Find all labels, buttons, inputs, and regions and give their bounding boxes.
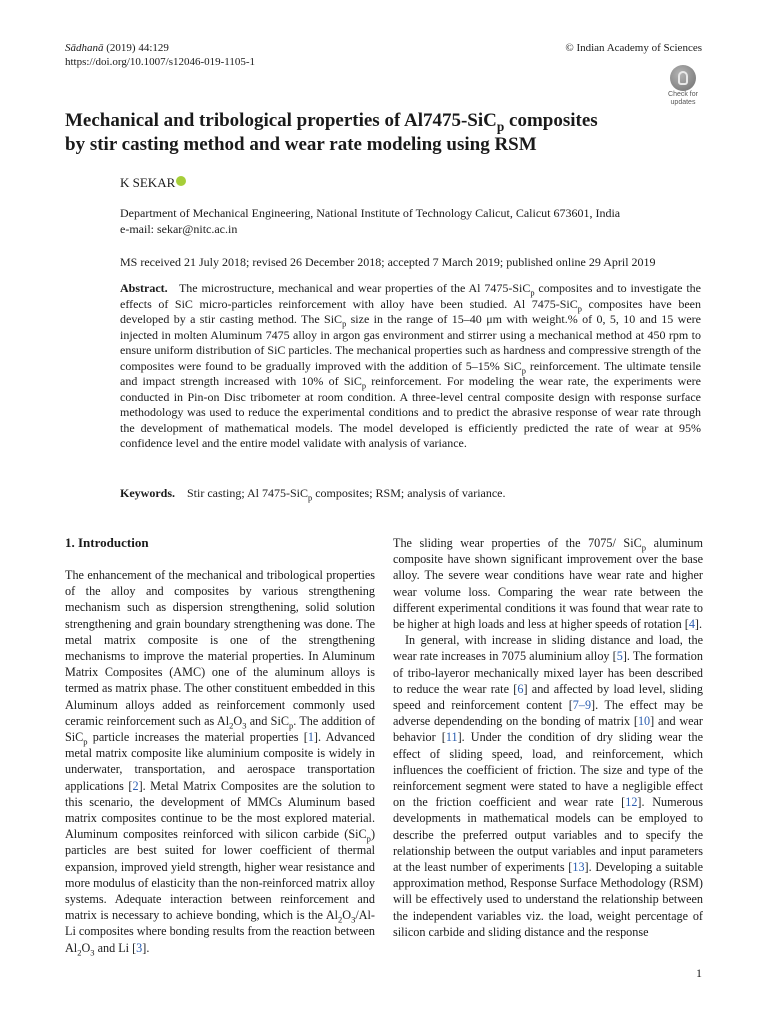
- citation-link[interactable]: 11: [445, 730, 458, 745]
- citation-link[interactable]: 10: [637, 714, 651, 729]
- right-paragraph-1: The sliding wear properties of the 7075/ SiC$_p$ aluminum composite have shown significant improvement over the base alloy. The severe wear conditions have wear rate and higher wear volume loss. Comparing the wear rate between the different experimental conditions it was found that wear rate to be higher at high loads and less at higher speeds of rotation [4].: [393, 536, 703, 632]
- right-paragraph-2: In general, with increase in sliding distance and load, the wear rate increases in 7075 aluminium alloy [5]. The formation of tribo-layeror mechanically mixed layer has been described to reduce the wear rate [6] and affected by load level, sliding speed and reinforcement content [7–9]. The effect may be adverse dependending on the bonding of matrix [10] and wear behavior [11]. Under the condition of dry sliding wear the effect of sliding speed, load, and reinforcement, which influences the coefficient of friction. The size and type of the reinforcement segment were stated to have a negligible effect on the friction coefficient and wear rate [12]. Numerous developments in mathematical models can be employed to describe the preferred output variables and to specify the relationship between the output variables and input parameters at the least number of experiments [13]. Developing a suitable approximation method, Response Surface Methodology (RSM) will be effectively used to understand the relationship between the independent variables viz. the load, weight percentage of silicon carbide and sliding distance and the response: [393, 633, 704, 939]
- section-heading-introduction: 1. Introduction: [65, 535, 149, 550]
- introduction-paragraph: The enhancement of the mechanical and tribological properties of the alloy and composites by various strengthening mechanism such as dispersion strengthening, solid solution strengthening and grain boundary strengthening was done. The metal matrix composite is one of the strengthening mechanisms to improve the material properties. In Aluminum Matrix Composites (AMC) one of the aluminum alloys is termed as matrix phase. The other constituent embedded in this Aluminum alloys added as reinforcement commonly used ceramic reinforcement such as $Al_2O_3$ and SiC$_p$. The addition of SiC$_p$ particle increases the material properties [1]. Advanced metal matrix composite like aluminium composite is widely in underwater, transportation, and aerospace transportation applications [2]. Metal Matrix Composites are the solution to this scenario, the development of MMCs Aluminum based matrix composites continue to be the most explored material. Aluminum composites reinforced with silicon carbide (SiC$_p$) particles are best suited for lower coefficient of thermal expansion, improved yield strength, higher wear resistance and more modulus of elasticity than the non-reinforced matrix alloy systems. Adequate interaction between reinforcement and matrix is necessary to achieve bonding, which is the $Al_2O_3/Al-Li$ composites where bonding results from the reaction between $Al_2O_3$ and Li [3].: [65, 568, 376, 958]
- citation-link[interactable]: 5: [616, 649, 623, 664]
- check-for-updates-badge[interactable]: [663, 65, 703, 105]
- received-dates: MS received 21 July 2018; revised 26 December 2018; accepted 7 March 2019; published online 29 April 2019: [120, 255, 656, 269]
- badge-line1: Check for: [668, 91, 698, 98]
- citation-link[interactable]: 6: [517, 681, 524, 696]
- citation-link[interactable]: 2: [132, 778, 139, 793]
- author-name: K SEKAR: [120, 175, 176, 190]
- citation-link[interactable]: 3: [136, 940, 143, 955]
- keywords: Keywords. Stir casting; Al 7475-SiC$_p$ composites; RSM; analysis of variance.: [120, 486, 506, 503]
- citation-link[interactable]: 13: [572, 860, 585, 875]
- citation-link[interactable]: 1: [307, 730, 314, 745]
- paper-title: Mechanical and tribological properties of Al7475-SiC$_p$ composites by stir casting method and wear rate modeling using RSM: [65, 110, 598, 155]
- citation-link[interactable]: 12: [625, 795, 638, 810]
- right-column: [393, 535, 703, 940]
- orcid-icon[interactable]: [176, 176, 186, 186]
- keywords-label: Keywords.: [120, 486, 175, 500]
- copyright: © Indian Academy of Sciences: [565, 42, 702, 54]
- abstract: Abstract. The microstructure, mechanical and wear properties of the Al 7475-SiC$_p$ composites and to investigate the effects of SiC micro-particles reinforcement with alloy have been studied. Al 7475-SiC$_p$ composites have been developed by a stir casting method. The SiC$_p$ size in the range of 15–40 μm with weight.% of 0, 5, 10 and 15 were injected in molten Aluminum 7475 alloy in argon gas environment and stirrer using a mechanical method at 450 rpm to ensure uniform distribution of SiC particles. The mechanical properties such as hardness and compressive strength of the composites were found to be gradually improved with the addition of 5–15% SiC$_p$ reinforcement. The ultimate tensile and impact strength increased with 10% of SiC$_p$ reinforcement. For modeling the wear rate, the experiments were conducted in Pin-on Disc tribometer at room condition. A three-level central composite design with response surface methodology was used to reduce the experimental conditions and to predict the abrasive response of wear rate through the development of mathematical models. The model developed is efficiently predicted the rate of wear at 95% confidence level and the entire model validate with analysis of variance.: [120, 281, 701, 450]
- introduction-column: [65, 567, 375, 956]
- affiliation: Department of Mechanical Engineering, National Institute of Technology Calicut, Calicut 673601, India: [120, 206, 621, 220]
- citation-link[interactable]: 4: [688, 617, 695, 632]
- journal-volume: (2019) 44:129: [106, 42, 169, 54]
- citation-link[interactable]: 7–9: [572, 698, 592, 713]
- badge-line2: updates: [670, 99, 696, 106]
- bookmark-icon: [670, 65, 696, 91]
- email[interactable]: e-mail: sekar@nitc.ac.in: [120, 222, 238, 236]
- doi-link[interactable]: https://doi.org/10.1007/s12046-019-1105-1: [65, 56, 256, 68]
- journal-name: Sādhanā: [65, 42, 104, 54]
- page-number: 1: [696, 966, 702, 980]
- author: [120, 175, 186, 191]
- journal-citation: [65, 41, 169, 55]
- abstract-label: Abstract.: [120, 281, 168, 295]
